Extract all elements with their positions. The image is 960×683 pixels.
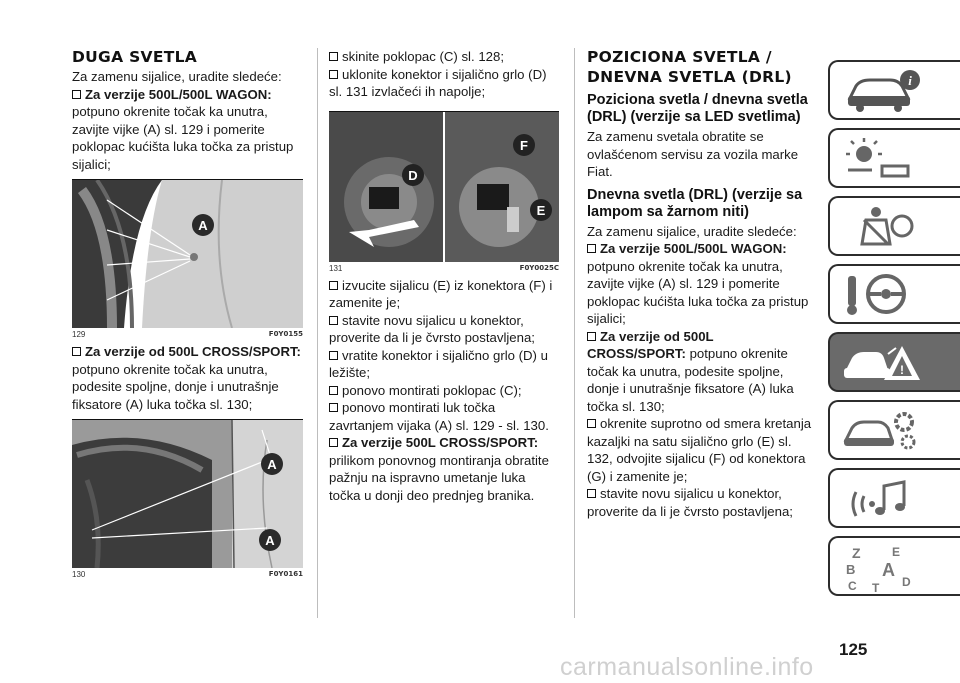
bullet-text: potpuno okrenite točak ka unutra, podesite spoljne, donje i unutrašnje fiksatore (A) luka točka sl. 130; — [72, 361, 279, 412]
bulb-connector-illustration — [329, 112, 559, 262]
intro-text: Za zamenu sijalice, uradite sledeće: — [72, 69, 282, 84]
car-info-icon — [842, 68, 922, 114]
bullet-text: vratite konektor i sijalično grlo (D) u ležište; — [329, 347, 548, 380]
bullet-item — [329, 434, 559, 452]
checkbox-bullet-icon — [587, 419, 596, 428]
tab-maintenance[interactable] — [828, 400, 960, 460]
checkbox-bullet-icon — [72, 347, 81, 356]
index-letter: T — [872, 581, 880, 594]
key-steering-wheel-icon — [842, 272, 922, 318]
tab-car-info[interactable] — [828, 60, 960, 120]
bullet-text: stavite novu sijalicu u konektor, proverite da li je čvrsto postavljena; — [329, 312, 535, 345]
checkbox-bullet-icon — [587, 332, 596, 341]
figure-code: F0Y0161 — [268, 570, 303, 578]
wheel-arch-illustration — [72, 180, 303, 328]
bullet-title: Za verzije od 500L CROSS/SPORT: — [85, 344, 301, 359]
index-letter: A — [882, 560, 895, 580]
bullet-text: prilikom ponovnog montiranja obratite pažnju na ispravno umetanje luka točka u donji deo prednjeg branika. — [329, 452, 549, 503]
tab-safety[interactable] — [828, 196, 960, 256]
bullet-item — [587, 415, 815, 485]
bullet-item — [72, 343, 303, 413]
callout-label-a: A — [198, 218, 208, 233]
bullet-text-cont: zavrtanjem vijaka (A) sl. 129 - sl. 130. — [329, 417, 549, 433]
column-2 — [329, 48, 559, 504]
bullet-item — [329, 347, 559, 382]
callout-label-e: E — [536, 202, 546, 218]
index-letter: Z — [852, 545, 861, 561]
checkbox-bullet-icon — [587, 244, 596, 253]
bullet-text: ponovo montirati luk točka — [342, 400, 496, 415]
column-1 — [72, 48, 303, 583]
bullet-item — [329, 66, 559, 101]
figure-number: 130 — [72, 570, 86, 579]
bullet-text: izvucite sijalicu (E) iz konektora (F) i zamenite je; — [329, 277, 553, 310]
figure-code: F0Y0025C — [519, 263, 559, 272]
tab-emergency[interactable] — [828, 332, 960, 392]
car-service-gears-icon — [842, 408, 922, 454]
bullet-item — [329, 399, 559, 417]
figure-number: 129 — [72, 330, 86, 339]
bullet-text: stavite novu sijalicu u konektor, proverite da li je čvrsto postavljena; — [587, 486, 793, 519]
figure-caption — [72, 570, 303, 579]
figure-129 — [72, 179, 303, 339]
bullet-text: uklonite konektor i sijalično grlo (D) sl. 131 izvlačeći ih napolje; — [329, 66, 547, 99]
bullet-item — [72, 86, 303, 104]
bullet-item — [587, 485, 815, 520]
figure-code: F0Y0155 — [268, 330, 303, 338]
dashboard-lights-icon — [842, 136, 922, 182]
tab-starting-driving[interactable] — [828, 264, 960, 324]
watermark: carmanualsonline.info — [560, 653, 814, 681]
bullet-item — [329, 277, 559, 312]
bullet-item — [587, 328, 815, 416]
bullet-item — [329, 382, 559, 400]
paragraph: Za zamenu svetala obratite se ovlašćenom servisu za vozila marke Fiat. — [587, 129, 799, 179]
seatbelt-airbag-icon — [842, 204, 922, 250]
figure-130 — [72, 419, 303, 579]
checkbox-bullet-icon — [329, 403, 338, 412]
section-heading-high-beam: DUGA SVETLA — [72, 48, 198, 66]
paragraph: Za zamenu sijalice, uradite sledeće: — [587, 223, 797, 239]
bullet-item — [329, 48, 559, 66]
callout-label-a-lower: A — [265, 533, 275, 548]
bullet-text: skinite poklopac (C) sl. 128; — [342, 49, 504, 64]
bullet-text: potpuno okrenite točak ka unutra, zavijte vijke (A) sl. 129 i pomerite poklopac kućišta luka točka za pristup sijalici; — [72, 104, 294, 172]
wheel-arch-fasteners-illustration — [72, 420, 303, 568]
checkbox-bullet-icon — [329, 438, 338, 447]
index-letters-icon — [842, 544, 922, 594]
svg-text:!: ! — [900, 363, 904, 377]
bullet-title: Za verzije 500L CROSS/SPORT: — [342, 435, 539, 450]
bullet-title: Za verzije od 500L CROSS/SPORT: — [587, 328, 714, 361]
figure-caption — [72, 330, 303, 339]
checkbox-bullet-icon — [329, 351, 338, 360]
subheading-filament: Dnevna svetla (DRL) (verzije sa lampom sa žarnom niti) — [587, 186, 803, 220]
checkbox-bullet-icon — [329, 316, 338, 325]
checkbox-bullet-icon — [587, 489, 596, 498]
section-heading-position-lights: POZICIONA SVETLA / — [587, 48, 772, 66]
tab-multimedia[interactable] — [828, 468, 960, 528]
bullet-text: potpuno okrenite točak ka unutra, podesite spoljne, donje i unutrašnje fiksatore (A) luka točka sl. 130; — [587, 346, 794, 414]
figure-131 — [329, 111, 559, 273]
checkbox-bullet-icon — [72, 90, 81, 99]
section-heading-drl: DNEVNA SVETLA (DRL) — [587, 68, 792, 86]
bullet-text: ponovo montirati poklopac (C); — [342, 382, 522, 398]
subheading-led: Poziciona svetla / dnevna svetla (DRL) (verzije sa LED svetlima) — [587, 92, 808, 125]
callout-label-d: D — [408, 167, 418, 183]
figure-caption — [329, 264, 559, 273]
checkbox-bullet-icon — [329, 70, 338, 79]
callout-label-a-upper: A — [267, 457, 277, 472]
bullet-text: potpuno okrenite točak ka unutra, zavijte vijke (A) sl. 129 i pomerite poklopac kućišta luka točka za pristup sijalici; — [587, 258, 809, 326]
callout-label-f: F — [520, 137, 528, 153]
bullet-title: Za verzije 500L/500L WAGON: — [600, 241, 787, 256]
media-note-icon — [842, 476, 922, 522]
tab-index[interactable] — [828, 536, 960, 596]
column-divider — [574, 48, 575, 618]
page-number: 125 — [839, 640, 868, 659]
index-letter: E — [892, 545, 901, 559]
figure-number: 131 — [329, 263, 343, 273]
checkbox-bullet-icon — [329, 386, 338, 395]
checkbox-bullet-icon — [329, 281, 338, 290]
index-letter: C — [848, 579, 857, 593]
svg-text:i: i — [908, 73, 912, 88]
checkbox-bullet-icon — [329, 52, 338, 61]
index-letter: D — [902, 575, 911, 589]
tab-dashboard-lights[interactable] — [828, 128, 960, 188]
column-3 — [587, 48, 815, 520]
bullet-item — [329, 312, 559, 347]
breakdown-warning-icon — [842, 340, 922, 386]
bullet-title: Za verzije 500L/500L WAGON: — [85, 86, 272, 102]
column-divider — [317, 48, 318, 618]
bullet-item — [587, 240, 815, 258]
bullet-text: okrenite suprotno od smera kretanja kazaljki na satu sijalično grlo (E) sl. 132, odvojite sijalicu (F) od konektora (G) i zamenite je; — [587, 416, 812, 484]
index-letter: B — [846, 562, 856, 577]
